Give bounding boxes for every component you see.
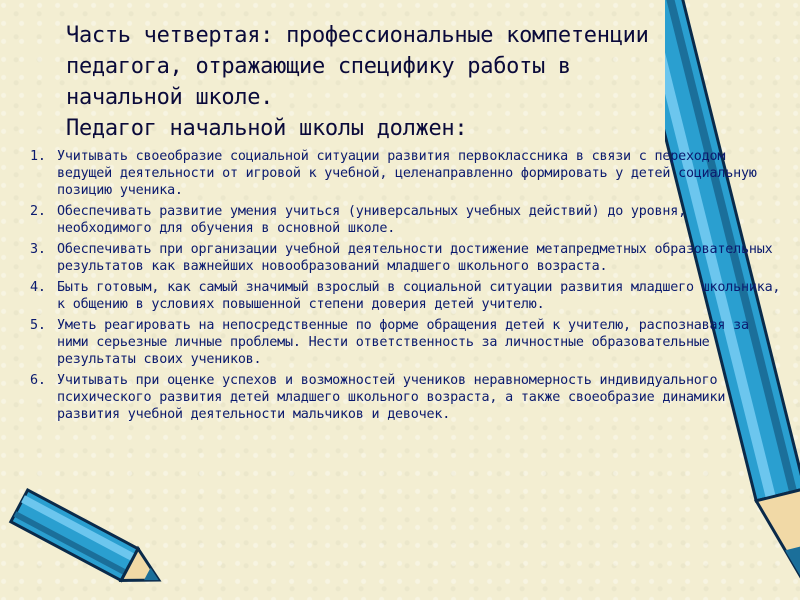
slide-title — [66, 20, 746, 144]
item-number: 2. — [30, 204, 46, 219]
item-number: 5. — [30, 318, 46, 333]
item-text: Обеспечивать развитие умения учиться (универсальных учебных действий) до уровня, необходимого для обучения в основной школе. — [57, 204, 686, 236]
list-item — [30, 372, 782, 423]
item-number: 6. — [30, 373, 46, 388]
list-item — [30, 241, 782, 275]
competency-list — [30, 148, 782, 427]
list-item — [30, 317, 782, 368]
list-item — [30, 279, 782, 313]
item-text: Обеспечивать при организации учебной деятельности достижение метапредметных образовательных результатов как важнейших новообразований младшего школьного возраста. — [57, 242, 773, 274]
subtitle-text: Педагог начальной школы должен: — [66, 116, 468, 141]
item-text: Учитывать своеобразие социальной ситуации развития первоклассника в связи с переходом ведущей деятельности от игровой к учебной, целенаправленно формировать у детей социальную позицию ученика. — [57, 149, 757, 198]
item-text: Учитывать при оценке успехов и возможностей учеников неравномерность индивидуального психического развития детей младшего школьного возраста, а также своеобразие динамики развития учебной деятельности мальчиков и девочек. — [57, 373, 726, 422]
item-number: 4. — [30, 280, 46, 295]
title-text: Часть четвертая: профессиональные компетенции педагога, отражающие специфику работы в начальной школе. — [66, 23, 649, 110]
list-item — [30, 148, 782, 199]
item-number: 1. — [30, 149, 46, 164]
item-number: 3. — [30, 242, 46, 257]
item-text: Быть готовым, как самый значимый взрослый в социальной ситуации развития младшего школьника, к общению в условиях повышенной степени доверия детей учителю. — [57, 280, 781, 312]
item-text: Уметь реагировать на непосредственные по форме обращения детей к учителю, распознавая за ними серьезные личные проблемы. Нести ответственность за личностные образовательные результаты своих учеников. — [57, 318, 749, 367]
list-item — [30, 203, 782, 237]
pencil-left-icon — [0, 485, 170, 600]
